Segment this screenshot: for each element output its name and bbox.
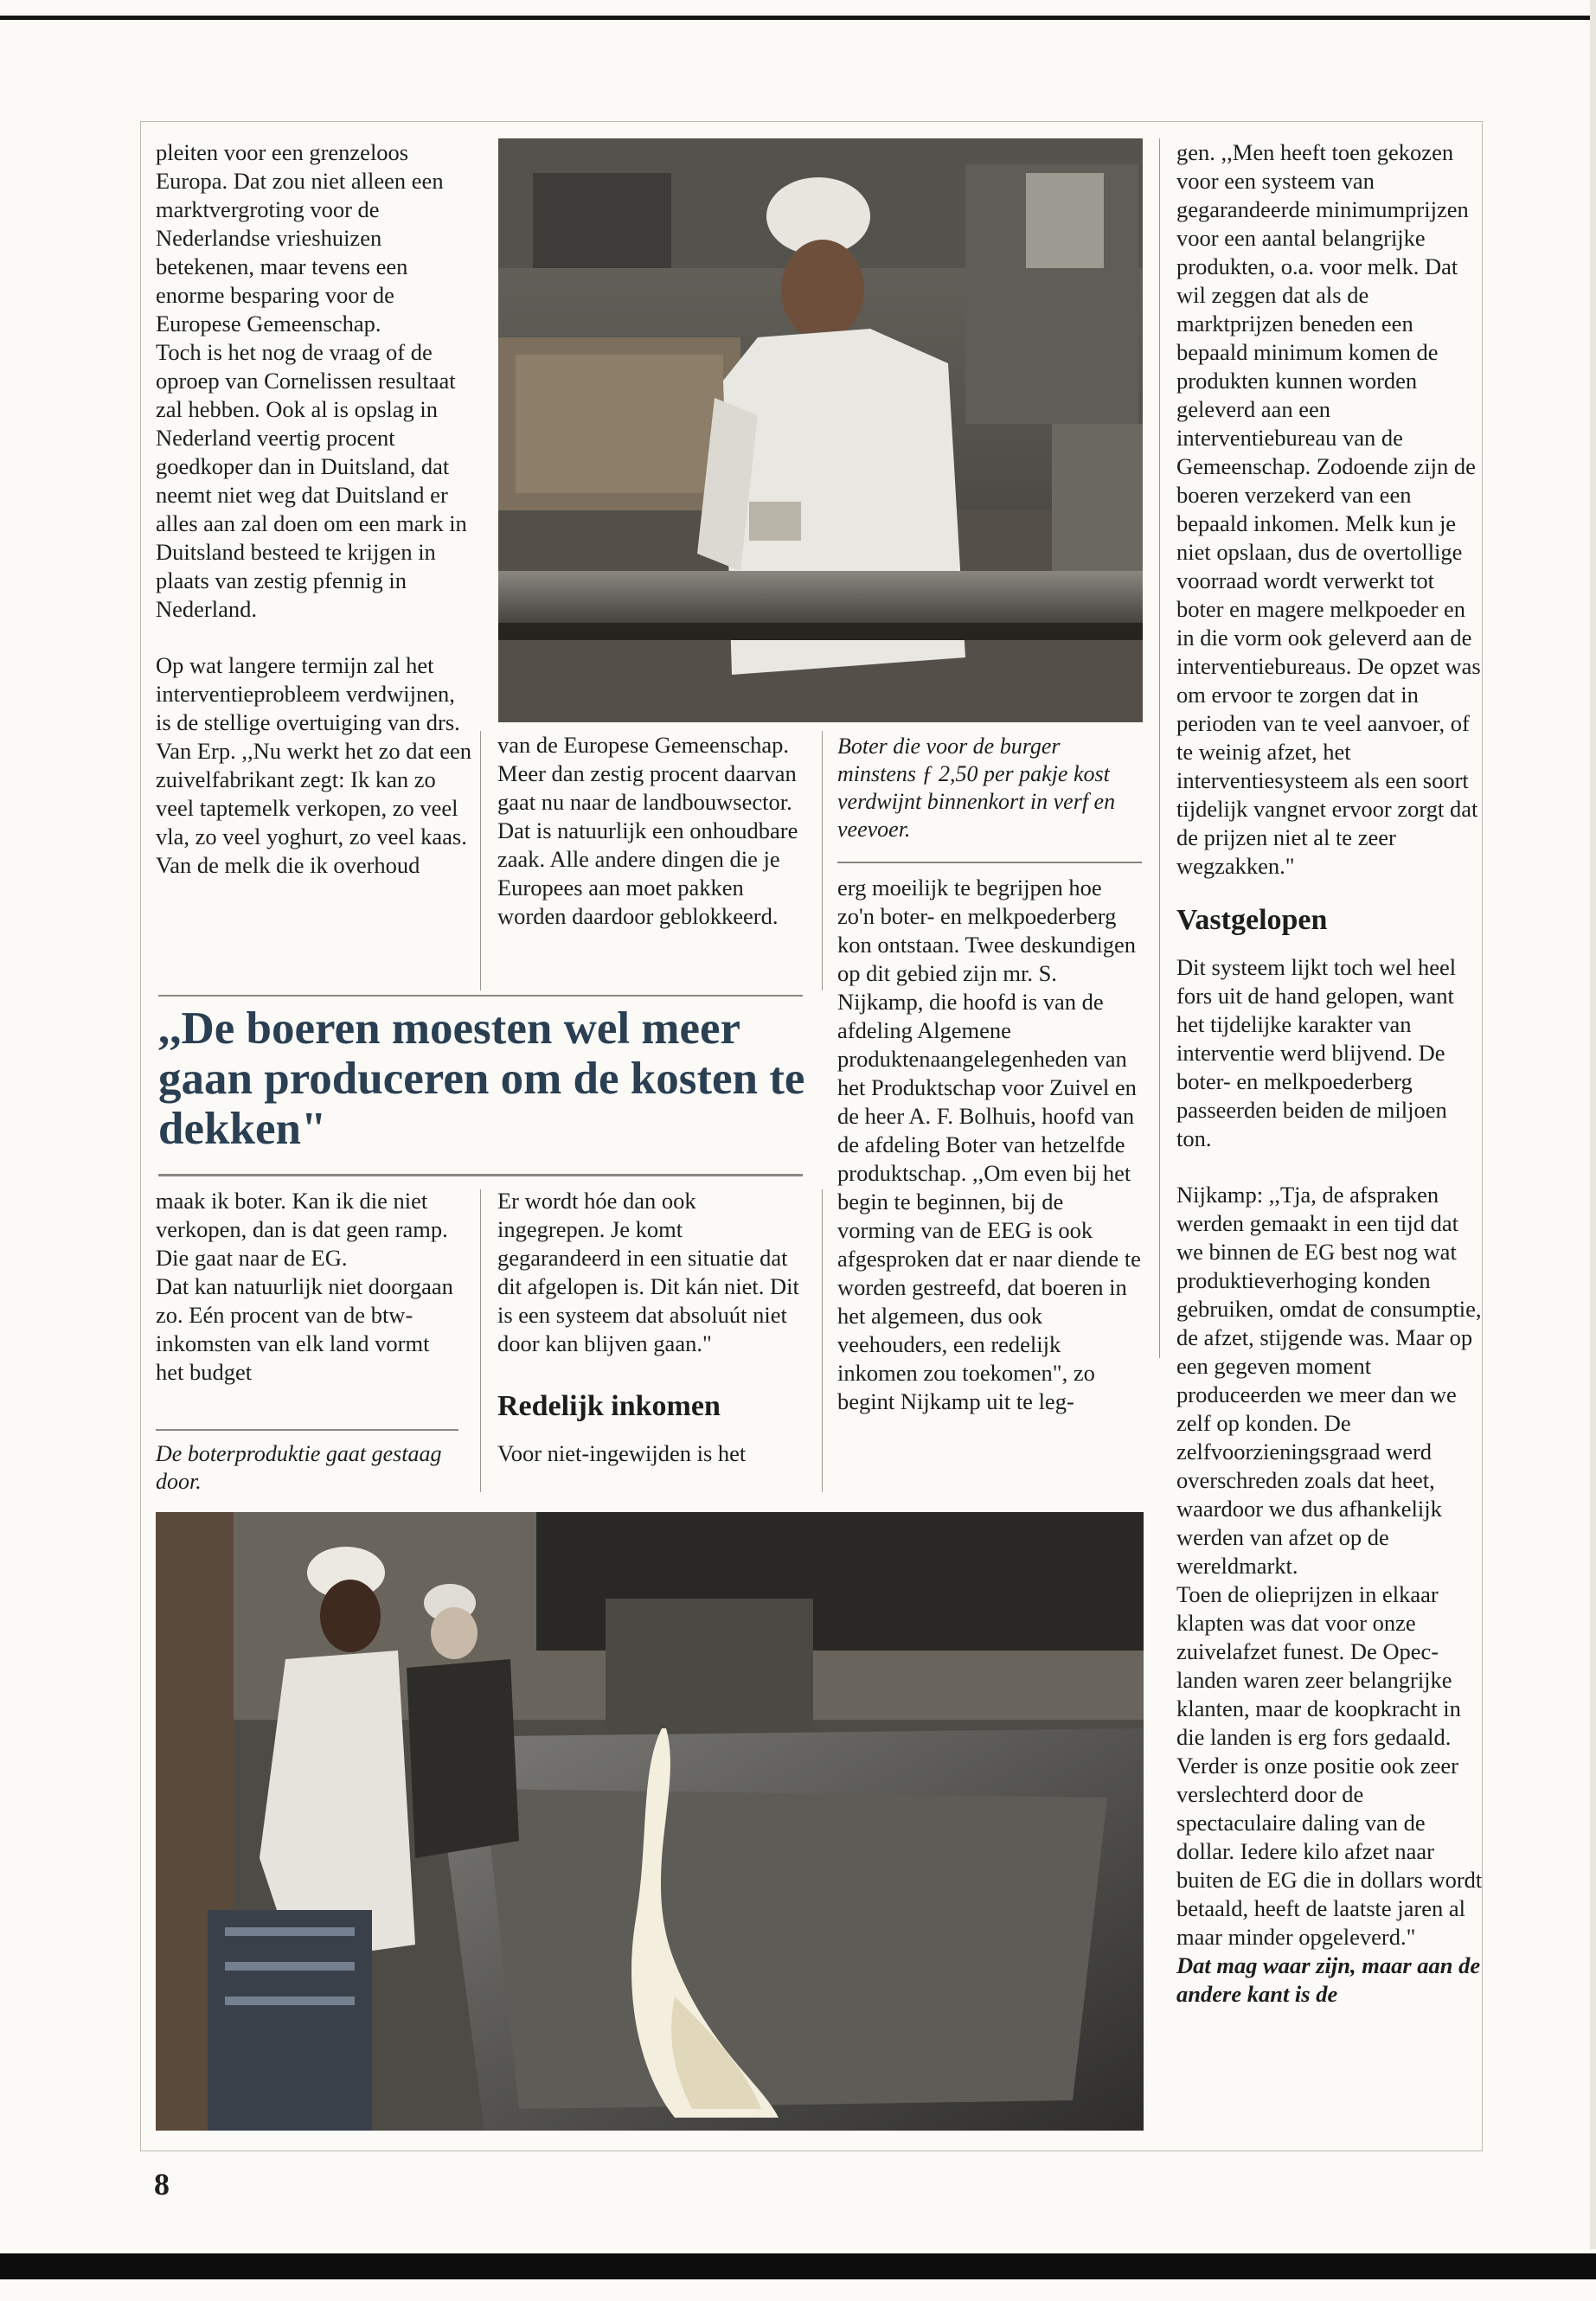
- subhead-redelijk-inkomen: Redelijk inkomen: [497, 1390, 721, 1422]
- paragraph: pleiten voor een grenzeloos Europa. Dat zou niet alleen een marktvergroting voor de Nederlandse vrieshuizen betekenen, maar tevens een enorme besparing voor de Europese Gemeenschap.: [156, 139, 444, 336]
- paragraph: Nijkamp: ,,Tja, de afspraken werden gemaakt in een tijd dat we binnen de EG best nog wat produktieverhoging konden gebruiken, omdat de consumptie, de afzet, stijgende was. Maar op een gegeven moment produceerden we meer dan we zelf op konden. De zelfvoorzieningsgraad werd overschreden zoals dat heet, waardoor we dus afhankelijk werden van afzet op de wereldmarkt.: [1176, 1182, 1482, 1579]
- column-2-top: [497, 731, 804, 990]
- paragraph: erg moeilijk te begrijpen hoe zo'n boter- en melkpoederberg kon ontstaan. Twee deskundigen op dit gebied zijn mr. S. Nijkamp, die hoofd is van de afdeling Algemene produktenaangelegenheden van het Produktschap voor Zuivel en de heer A. F. Bolhuis, hoofd van de afdeling Boter van hetzelfde produktschap. ,,Om even bij het begin te beginnen, bij de vorming van de EEG is ook afgesproken dat er naar diende te worden gestreefd, dat boeren in het algemeen, dus ook veehouders, een redelijk inkomen zou toekomen", zo begint Nijkamp uit te leg-: [837, 875, 1141, 1414]
- photo-caption-top: Boter die voor de burger minstens ƒ 2,50 per pakje kost verdwijnt binnenkort in verf en veevoer.: [837, 734, 1116, 842]
- column-rule: [1159, 138, 1160, 1358]
- paragraph: Dat kan natuurlijk niet doorgaan zo. Eén procent van de btw-inkomsten van elk land vormt het budget: [156, 1273, 453, 1385]
- column-rule: [480, 731, 481, 990]
- paragraph: Toen de olieprijzen in elkaar klapten was dat voor onze zuivelafzet funest. De Opec-landen waren zeer belangrijke klanten, maar de koopkracht in die landen is erg fors gedaald. Verder is onze positie ook zeer verslechterd door de spectaculaire daling van de dollar. Iedere kilo afzet naar buiten de EG die in dollars wordt betaald, heeft de laatste jaren al maar minder opgeleverd.": [1176, 1581, 1483, 1950]
- column-1-top: [156, 138, 471, 990]
- page-edge: [1590, 0, 1596, 2249]
- photo-caption-bottom: De boterproduktie gaat gestaag door.: [156, 1441, 442, 1494]
- column-3: [837, 874, 1144, 1497]
- caption-divider: [156, 1429, 458, 1431]
- butter-worker-photo: [498, 138, 1143, 722]
- paragraph: Voor niet-ingewijden is het: [497, 1440, 747, 1466]
- column-4: [1176, 138, 1484, 2150]
- paragraph-bold-italic: Dat mag waar zijn, maar aan de andere kant is de: [1176, 1952, 1481, 2007]
- column-1-bottom: [156, 1187, 463, 1429]
- paragraph: Toch is het nog de vraag of de oproep van Cornelissen resultaat zal hebben. Ook al is opslag in Nederland veertig procent goedkoper dan in Duitsland, dat neemt niet weg dat Duitsland er alles aan zal doen om een mark in Duitsland besteed te krijgen in plaats van zestig pfennig in Nederland.: [156, 339, 467, 622]
- paragraph: van de Europese Gemeenschap. Meer dan zestig procent daarvan gaat nu naar de landbouwsector. Dat is natuurlijk een onhoudbare zaak. Alle andere dingen die je Europees aan moet pakken worden daardoor geblokkeerd.: [497, 732, 798, 929]
- paragraph: gen. ,,Men heeft toen gekozen voor een systeem van gegarandeerde minimumprijzen voor een aantal belangrijke produkten, o.a. voor melk. Dat wil zeggen dat als de marktprijzen beneden een bepaald minimum komen de produkten kunnen worden geleverd aan een interventiebureau van de Gemeenschap. Zodoende zijn de boeren verzekerd van een bepaald inkomen. Melk kun je niet opslaan, dus de overtollige voorraad wordt verwerkt tot boter en magere melkpoeder en in die vorm ook geleverd aan de interventiebureaus. De opzet was om ervoor te zorgen dat in perioden van te veel aanvoer, of te weinig afzet, het interventiesysteem als een soort tijdelijk vangnet ervoor zorgt dat de prijzen niet al te zeer wegzakken.": [1176, 139, 1481, 879]
- top-rule: [0, 16, 1596, 20]
- paragraph: maak ik boter. Kan ik die niet verkopen, dan is dat geen ramp. Die gaat naar de EG.: [156, 1188, 448, 1271]
- paragraph: Dit systeem lijkt toch wel heel fors uit de hand gelopen, want het tijdelijke karakter van interventie werd blijvend. De boter- en melkpoederberg passeerden beiden de miljoen ton.: [1176, 954, 1457, 1151]
- caption-divider: [837, 862, 1142, 863]
- subhead-vastgelopen: Vastgelopen: [1176, 904, 1328, 936]
- pull-quote-rule-bottom: [158, 1174, 803, 1176]
- bottom-rule: [0, 2253, 1596, 2279]
- column-rule: [822, 1189, 823, 1492]
- page-number: 8: [154, 2167, 170, 2202]
- butter-production-photo: [156, 1512, 1144, 2131]
- column-2-bottom: [497, 1187, 804, 1498]
- paragraph: Er wordt hóe dan ook ingegrepen. Je komt gegarandeerd in een situatie dat dit afgelopen is. Dit kán niet. Dit is een systeem dat absoluút niet door kan blijven gaan.": [497, 1188, 799, 1356]
- column-rule: [822, 731, 823, 990]
- pull-quote-rule-top: [158, 995, 803, 997]
- column-rule: [480, 1189, 481, 1492]
- paragraph: Op wat langere termijn zal het interventieprobleem verdwijnen, is de stellige overtuiging van drs. Van Erp. ,,Nu werkt het zo dat een zuivelfabrikant zegt: Ik kan zo veel taptemelk verkopen, zo veel vla, zo veel yoghurt, zo veel kaas. Van de melk die ik overhoud: [156, 652, 471, 878]
- pull-quote: ,,De boeren moesten wel meer gaan produceren om de kosten te dekken": [158, 1003, 805, 1154]
